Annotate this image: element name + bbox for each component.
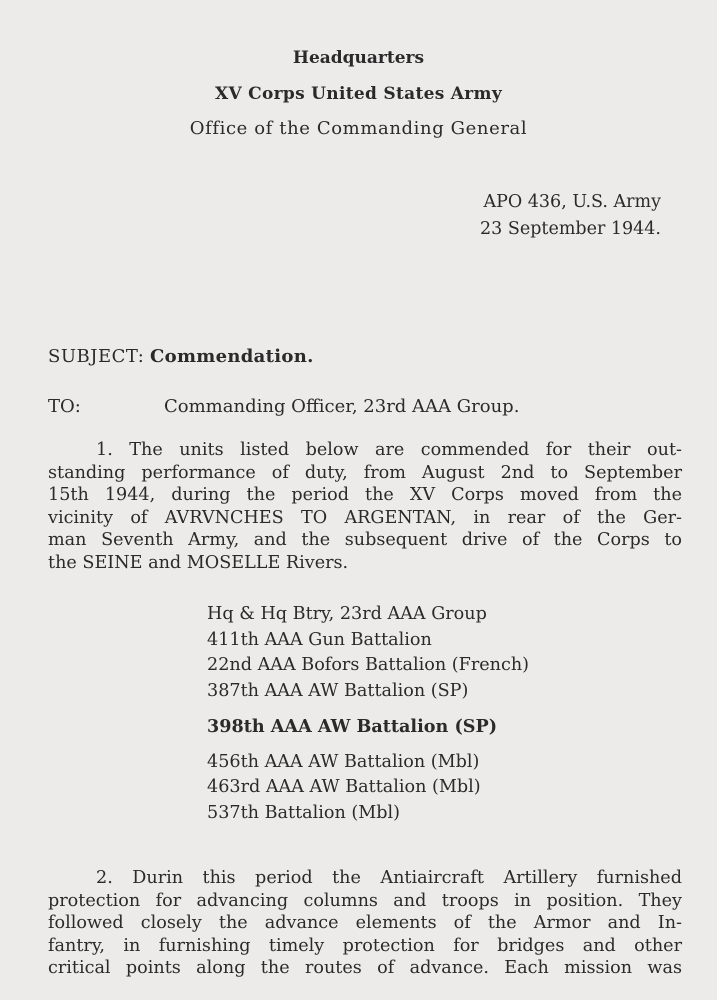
- paragraph-1-line: the SEINE and MOSELLE Rivers.: [48, 552, 349, 573]
- unit-list-item: 387th AAA AW Battalion (SP): [207, 680, 469, 701]
- paragraph-2-line: protection for advancing columns and troops in position. They: [48, 890, 682, 911]
- unit-list-item: 22nd AAA Bofors Battalion (French): [207, 655, 530, 675]
- paragraph-2: [48, 867, 682, 980]
- paragraph-2-line: 2. Durin this period the Antiaircraft Artillery furnished: [96, 868, 682, 888]
- to-line: [48, 396, 648, 417]
- unit-list-item: 537th Battalion (Mbl): [207, 802, 401, 823]
- dateline-date: 23 September 1944.: [480, 219, 661, 239]
- subject-value: Commendation.: [150, 346, 314, 367]
- to-label: TO:: [48, 396, 81, 417]
- unit-list-item: 456th AAA AW Battalion (Mbl): [207, 751, 480, 772]
- unit-list-item: 411th AAA Gun Battalion: [207, 629, 432, 650]
- subject-line: [48, 346, 314, 367]
- paragraph-1-line: man Seventh Army, and the subsequent drive of the Corps to: [48, 530, 682, 550]
- unit-list-item: Hq & Hq Btry, 23rd AAA Group: [207, 604, 487, 624]
- paragraph-1-line: 1. The units listed below are commended for their out-: [96, 440, 682, 460]
- unit-list: [207, 602, 529, 826]
- subject-label: SUBJECT:: [48, 346, 145, 367]
- dateline-apo: APO 436, U.S. Army: [483, 192, 661, 212]
- paragraph-1-line: vicinity of AVRVNCHES TO ARGENTAN, in rear of the Ger-: [48, 507, 682, 528]
- paragraph-1-line: 15th 1944, during the period the XV Corps moved from the: [48, 485, 682, 505]
- paragraph-2-line: critical points along the routes of advance. Each mission was: [48, 958, 682, 978]
- letterhead-corps: XV Corps United States Army: [214, 84, 503, 104]
- to-value: Commanding Officer, 23rd AAA Group.: [164, 396, 520, 417]
- paragraph-1: [48, 439, 682, 574]
- unit-list-item-highlighted: 398th AAA AW Battalion (SP): [207, 716, 498, 737]
- paragraph-2-line: followed closely the advance elements of the Armor and In-: [48, 913, 682, 933]
- unit-list-item: 463rd AAA AW Battalion (Mbl): [207, 777, 481, 797]
- paragraph-2-line: fantry, in furnishing timely protection for bridges and other: [48, 935, 682, 956]
- letterhead-headquarters: Headquarters: [292, 48, 425, 68]
- letterhead-office: Office of the Commanding General: [189, 118, 528, 139]
- paragraph-1-line: standing performance of duty, from August 2nd to September: [48, 462, 682, 483]
